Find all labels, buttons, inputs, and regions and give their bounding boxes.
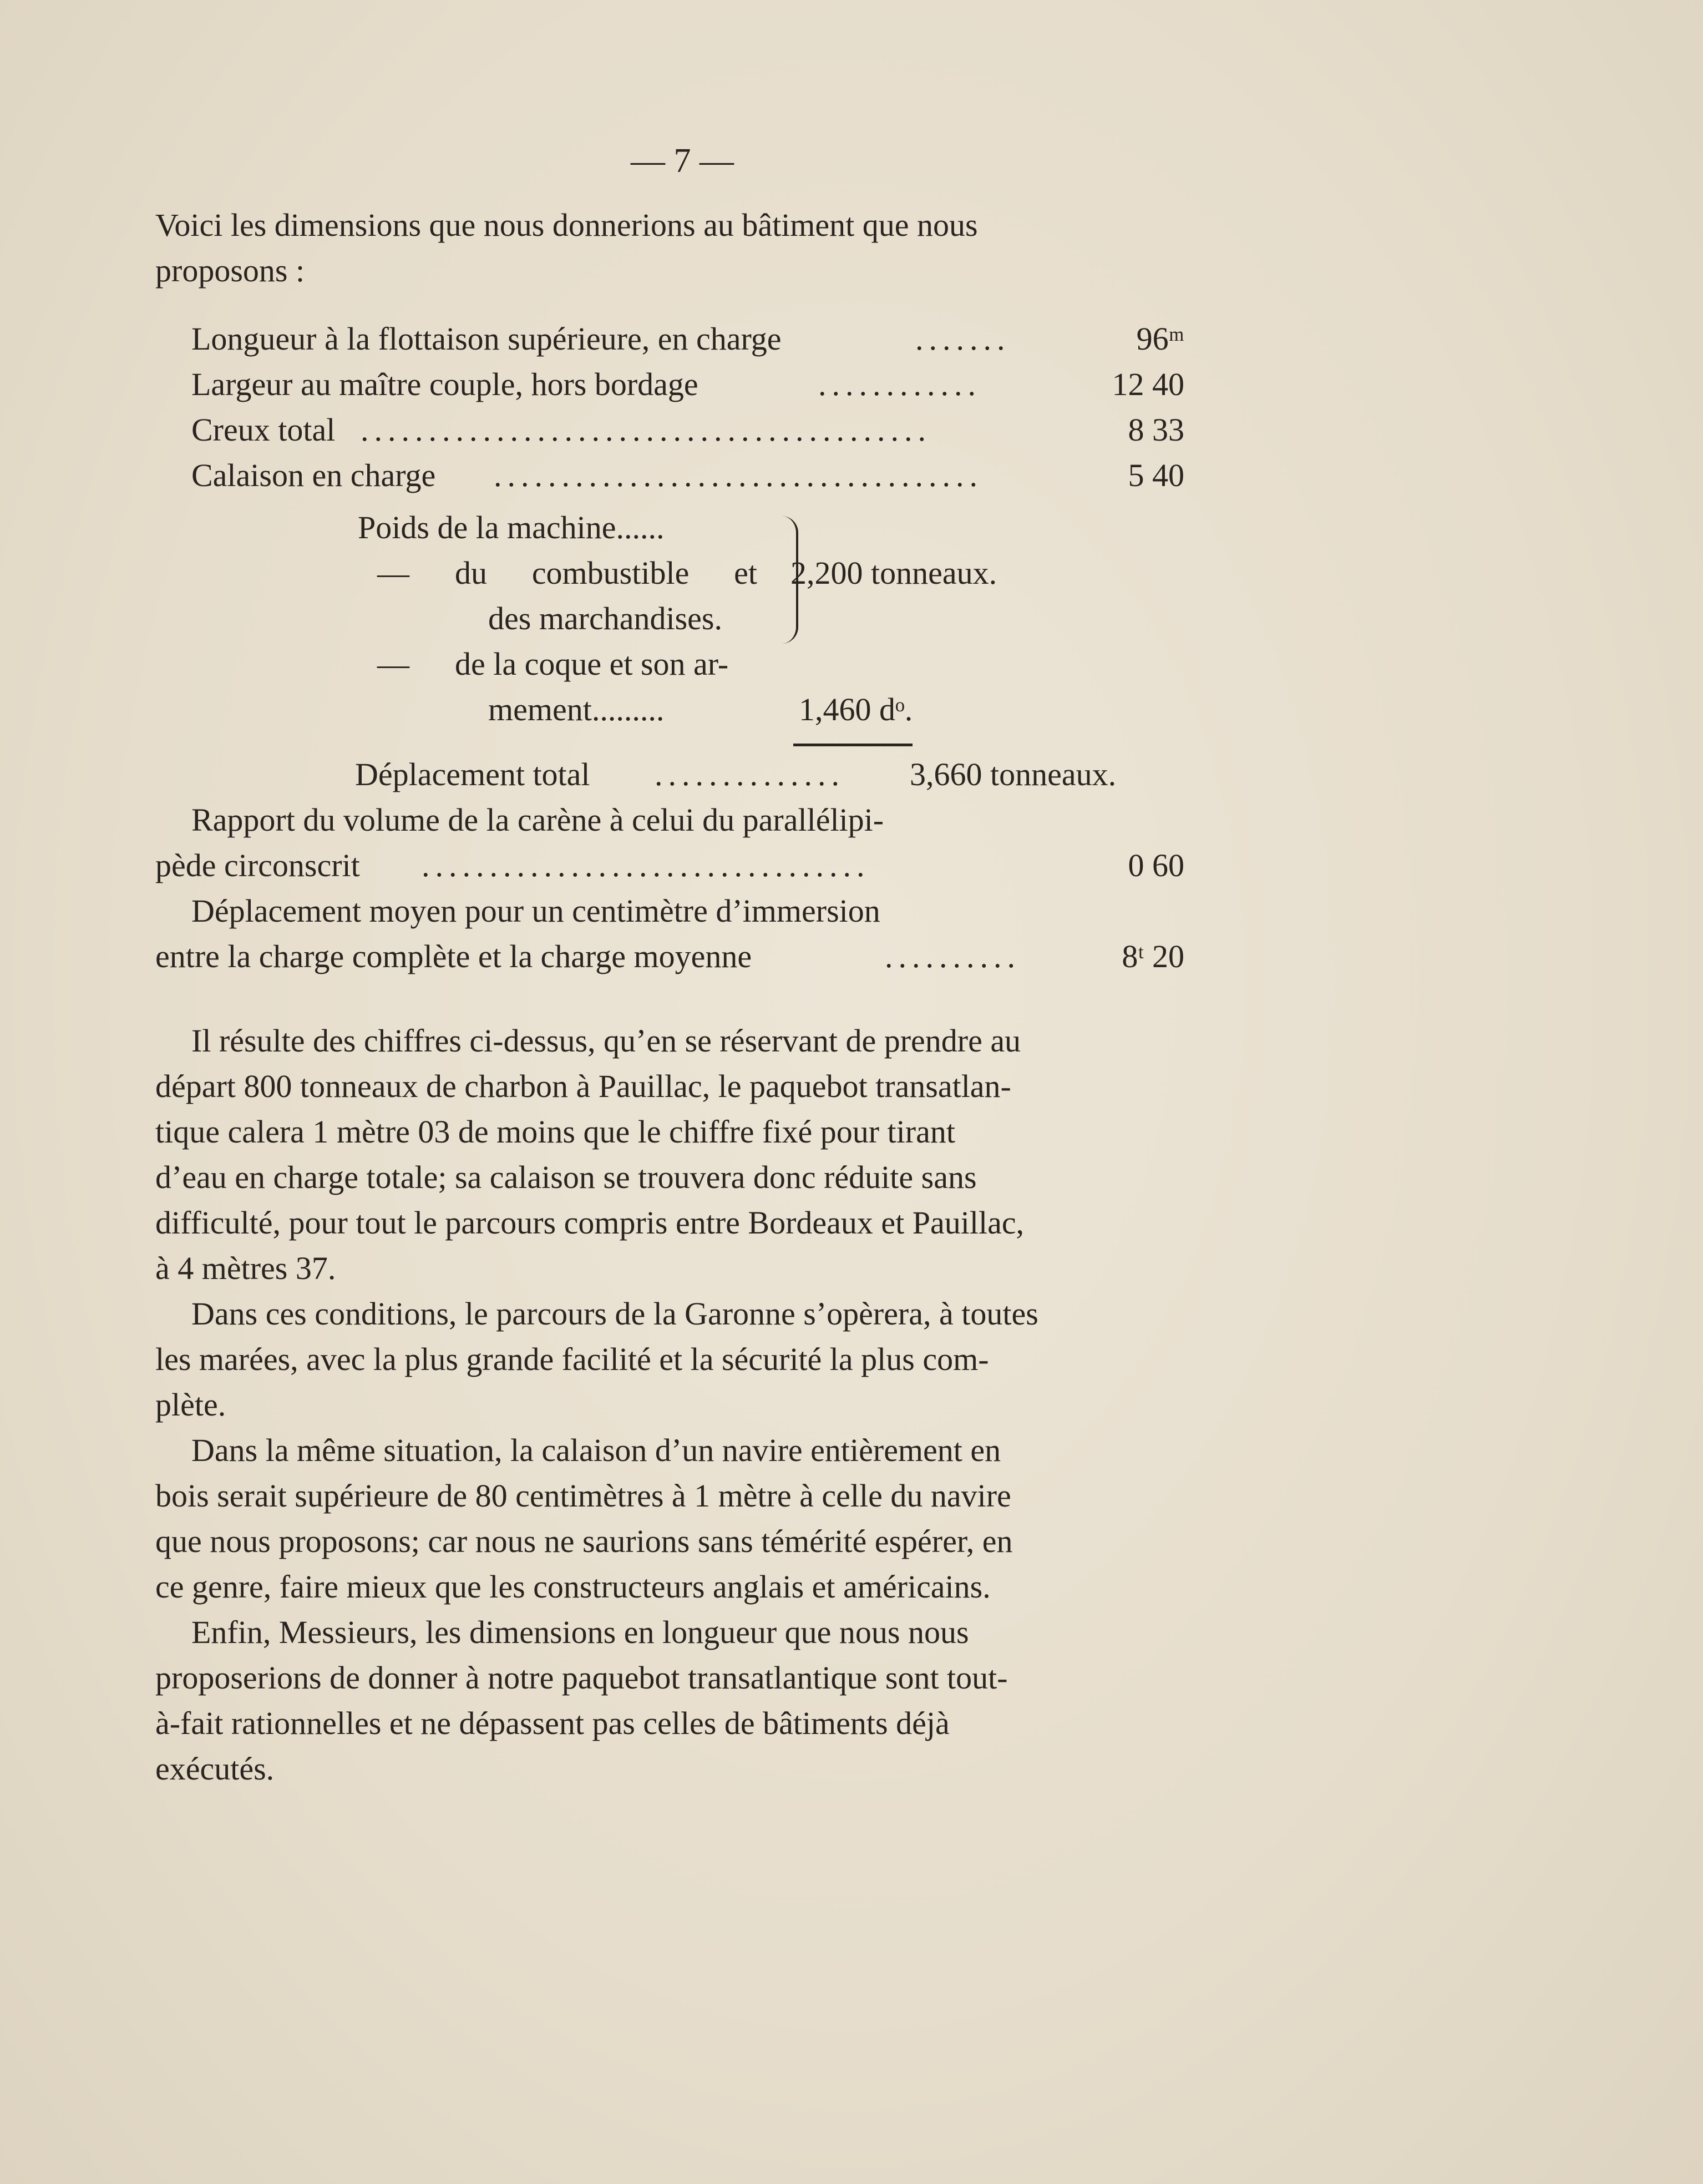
paragraph-line: ce genre, faire mieux que les constructeurs anglais et américains. — [155, 1569, 991, 1605]
paragraph-line: d’eau en charge totale; sa calaison se trouvera donc réduite sans — [155, 1159, 977, 1195]
leader-dots: ................................. — [422, 847, 870, 883]
paragraph-line: bois serait supérieure de 80 centimètres à 1 mètre à celle du navire — [155, 1478, 1011, 1514]
weight-combustible: du combustible et — [455, 555, 757, 591]
dimension-label: Longueur à la flottaison supérieure, en charge — [191, 321, 782, 357]
paragraph-line: départ 800 tonneaux de charbon à Pauillac, le paquebot transatlan- — [155, 1068, 1011, 1104]
paragraph-line: Dans la même situation, la calaison d’un navire entièrement en — [191, 1432, 1001, 1468]
leader-dots: .......................................... — [361, 412, 931, 448]
leader-dots: ....... — [915, 321, 1011, 357]
deplacement-total-label: Déplacement total — [355, 756, 590, 792]
paragraph-line: que nous proposons; car nous ne saurions sans témérité espérer, en — [155, 1523, 1013, 1559]
deplacement-moyen-value: 8ᵗ 20 — [1122, 938, 1184, 974]
dimension-row — [155, 453, 1184, 498]
paragraph-line: proposerions de donner à notre paquebot transatlantique sont tout- — [155, 1660, 1008, 1696]
leader-dots: .............. — [655, 756, 845, 792]
weight-dash: — — [377, 646, 409, 682]
rapport-line-1: Rapport du volume de la carène à celui du parallélipi- — [191, 802, 884, 838]
deplacement-moyen-line-1: Déplacement moyen pour un centimètre d’immersion — [191, 893, 880, 929]
weight-armement-value: 1,460 dᵒ. — [799, 691, 913, 727]
dimension-label: Creux total — [191, 412, 336, 448]
intro-line-1: Voici les dimensions que nous donnerions au bâtiment que nous — [155, 207, 978, 243]
weight-dash: — — [377, 555, 409, 591]
paragraph-line: difficulté, pour tout le parcours compris entre Bordeaux et Pauillac, — [155, 1205, 1025, 1241]
page-number: — 7 — — [631, 142, 734, 180]
dimension-row — [155, 362, 1184, 407]
paragraph-line: Enfin, Messieurs, les dimensions en longueur que nous nous — [191, 1614, 969, 1650]
leader-dots: ............ — [818, 366, 981, 402]
paragraph-line: plète. — [155, 1387, 226, 1423]
weight-group-value: 2,200 tonneaux. — [790, 555, 997, 591]
deplacement-total-value: 3,660 tonneaux. — [910, 756, 1117, 792]
intro-line-2: proposons : — [155, 252, 305, 289]
weight-machine: Poids de la machine...... — [358, 509, 665, 545]
rapport-value: 0 60 — [1128, 847, 1184, 883]
rapport-line-2: pède circonscrit — [155, 847, 360, 883]
dimension-value: 5 40 — [1128, 457, 1184, 493]
dimension-label: Calaison en charge — [191, 457, 436, 493]
deplacement-moyen-line-2: entre la charge complète et la charge moyenne — [155, 938, 752, 974]
paragraph-line: à-fait rationnelles et ne dépassent pas celles de bâtiments déjà — [155, 1705, 950, 1741]
sum-rule — [793, 744, 913, 746]
paragraph-line: les marées, avec la plus grande facilité et la sécurité la plus com- — [155, 1341, 989, 1377]
dimension-value: 12 40 — [1112, 366, 1184, 402]
paragraph-line: à 4 mètres 37. — [155, 1250, 336, 1286]
paragraph-line: tique calera 1 mètre 03 de moins que le chiffre fixé pour tirant — [155, 1114, 955, 1150]
weight-armement: mement......... — [488, 691, 665, 727]
leader-dots: .......... — [885, 938, 1021, 974]
dimension-row — [155, 316, 1184, 362]
paragraph-line: Dans ces conditions, le parcours de la Garonne s’opèrera, à toutes — [191, 1296, 1038, 1332]
dimension-row — [155, 407, 1184, 453]
dimension-value: 8 33 — [1128, 412, 1184, 448]
weight-coque: de la coque et son ar- — [455, 646, 729, 682]
rapport-row — [155, 843, 1184, 888]
leader-dots: .................................... — [494, 457, 983, 493]
weight-marchandises: des marchandises. — [488, 600, 722, 636]
paragraph-line: Il résulte des chiffres ci-dessus, qu’en se réservant de prendre au — [191, 1023, 1021, 1059]
dimension-label: Largeur au maître couple, hors bordage — [191, 366, 698, 402]
deplacement-moyen-row — [155, 934, 1184, 979]
dimension-value: 96ᵐ — [1136, 321, 1184, 357]
paragraph-line: exécutés. — [155, 1751, 275, 1787]
